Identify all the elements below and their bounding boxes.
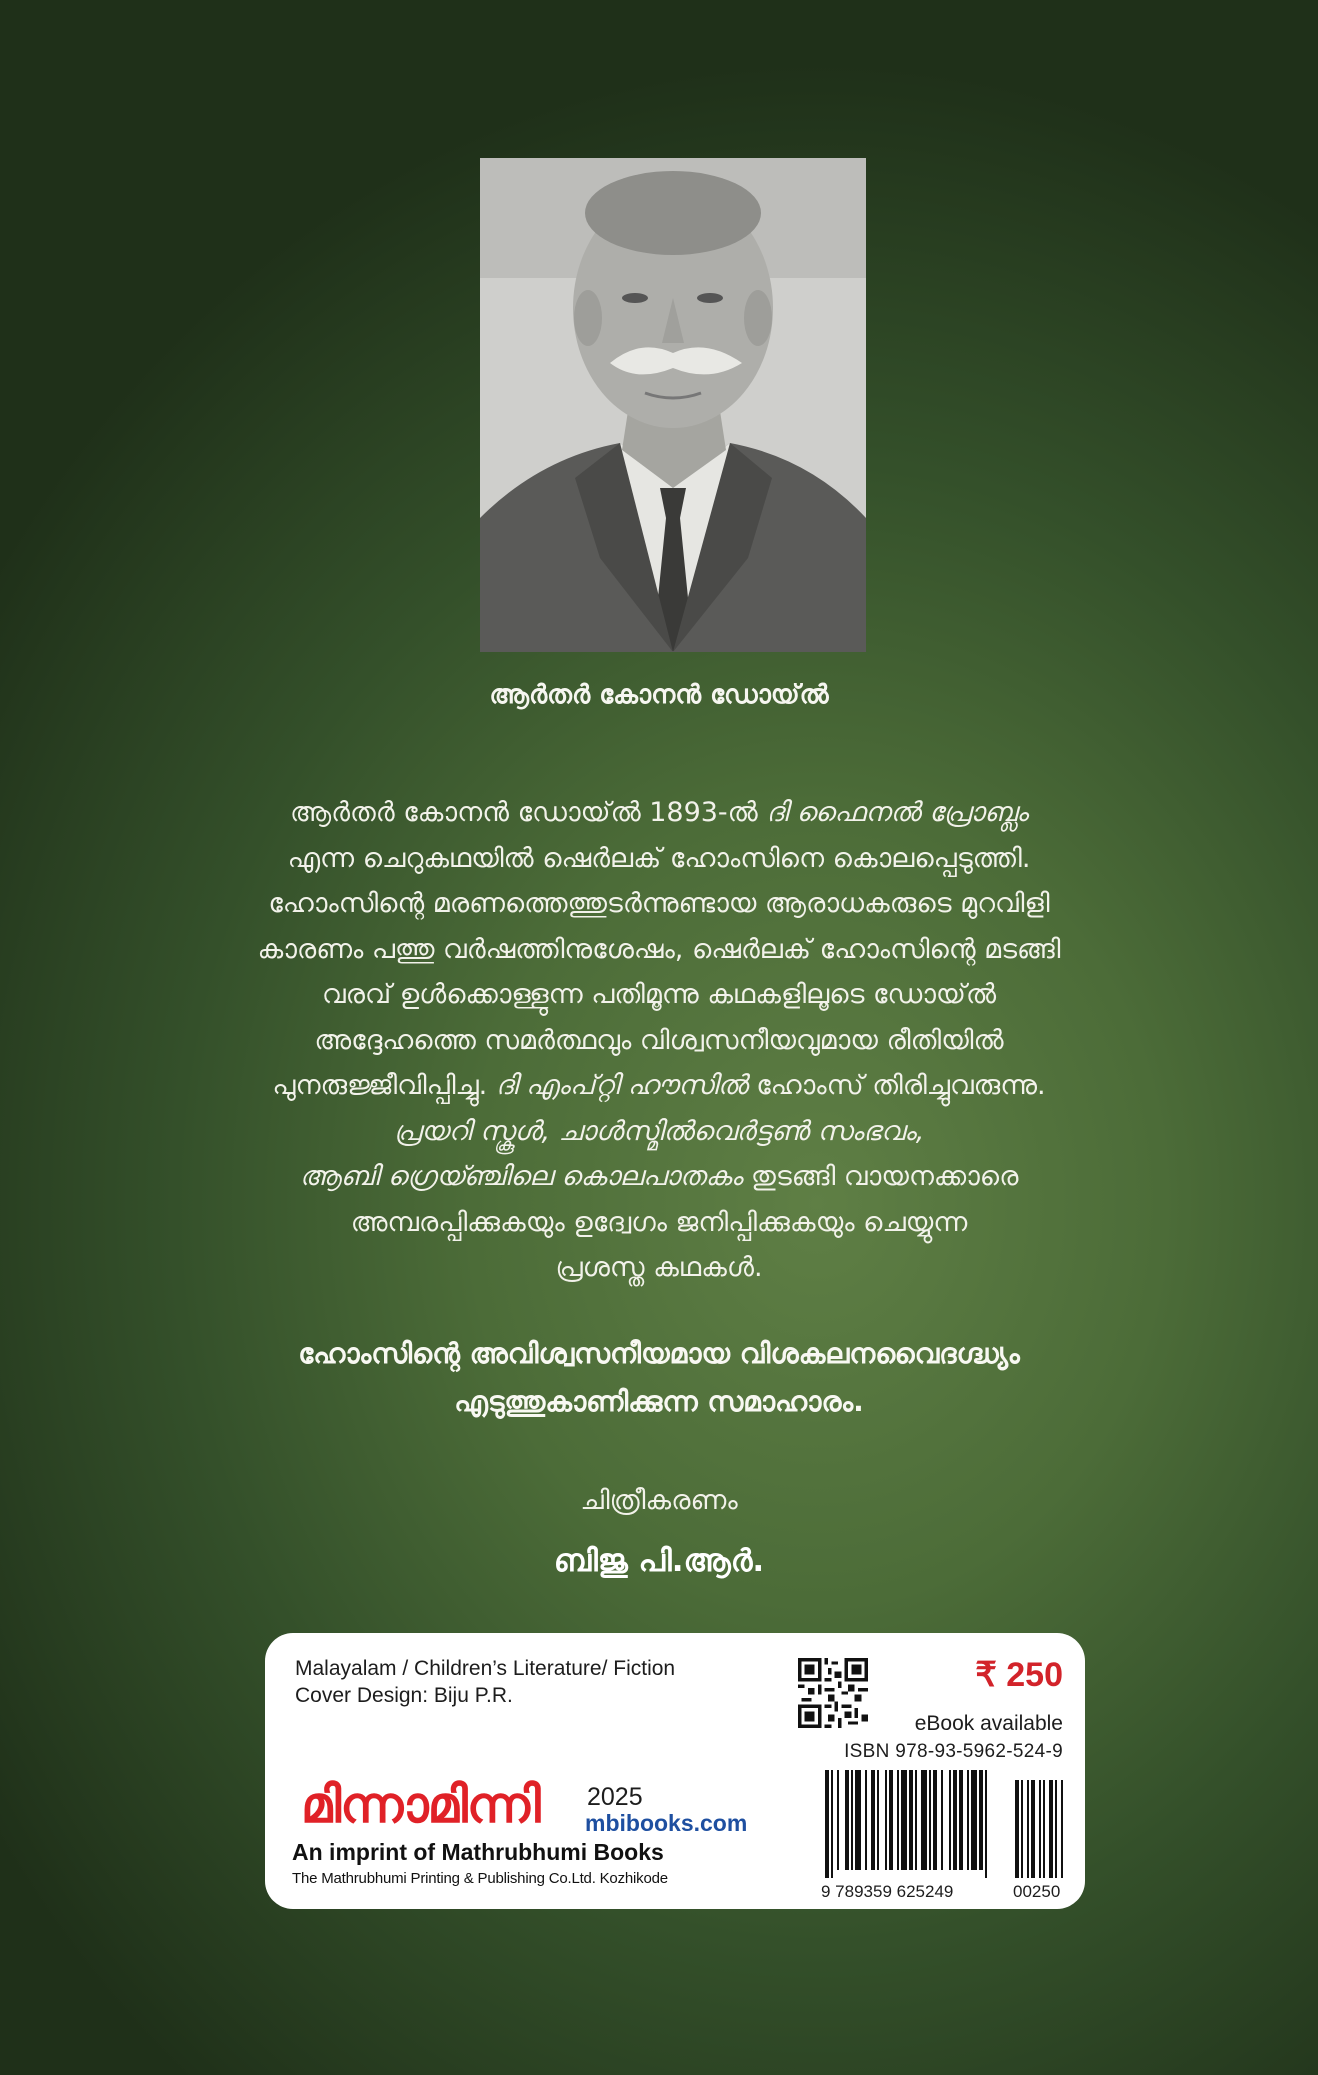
book-title-italic: ദി ഫൈനൽ പ്രോബ്ലം	[766, 797, 1028, 828]
category-text: Malayalam / Children’s Literature/ Fiction	[295, 1657, 676, 1680]
website-link[interactable]: mbibooks.com	[585, 1810, 748, 1836]
story-title-italic: പ്രയറി സ്കൂൾ, ചാൾസ്മിൽവെർട്ടൺ സംഭവം,	[393, 1115, 925, 1147]
cover-design-credit: Cover Design: Biju P.R.	[295, 1684, 513, 1707]
illustration-label: ചിത്രീകരണം	[580, 1485, 738, 1516]
author-portrait	[480, 158, 866, 652]
blurb-line	[170, 790, 1148, 836]
blurb-line: വരവ് ഉൾക്കൊള്ളുന്ന പതിമൂന്നു കഥകളിലൂടെ ഡോയ്‌ൽ	[321, 979, 997, 1010]
isbn-number: ISBN 978-93-5962-524-9	[844, 1741, 1063, 1762]
blurb-line: അദ്ദേഹത്തെ സമർത്ഥവും വിശ്വസനീയവുമായ രീതിയിൽ	[314, 1024, 1004, 1056]
blurb-line: അമ്പരപ്പിക്കുകയും ഉദ്വേഗം ജനിപ്പിക്കുകയും ചെയ്യുന്ന	[350, 1206, 968, 1238]
blurb-line: എന്ന ചെറുകഥയിൽ ഷെർലക് ഹോംസിനെ കൊലപ്പെടുത്തി.	[287, 842, 1031, 874]
blurb-line: ഹോംസിന്റെ മരണത്തെത്തുടർന്നുണ്ടായ ആരാധകരുടെ മുറവിളി	[268, 888, 1050, 919]
price-label: ₹ 250	[975, 1656, 1063, 1694]
story-title-italic: ദി എംപ്റ്റി ഹൗസിൽ	[495, 1070, 748, 1101]
minnaminni-logo: മിന്നാമിന്നി	[301, 1776, 540, 1834]
story-title-italic: ആബി ഗ്രെയ്ഞ്ചിലെ കൊലപാതകം	[299, 1161, 743, 1192]
blurb-paragraph	[170, 790, 1148, 1291]
tagline	[170, 1330, 1148, 1426]
publisher-info-card	[265, 1633, 1085, 1909]
publisher-line: The Mathrubhumi Printing & Publishing Co.Ltd. Kozhikode	[292, 1870, 668, 1887]
qr-code-icon	[798, 1658, 868, 1728]
illustrator-name: ബിജു പി.ആർ.	[553, 1543, 765, 1579]
book-meta	[295, 1655, 675, 1709]
portrait-caption: ആർതർ കോനൻ ഡോയ്‌ൽ	[489, 680, 829, 710]
blurb-line: കാരണം പത്തു വർഷത്തിനുശേഷം, ഷെർലക് ഹോംസിന്റെ മടങ്ങി	[257, 933, 1061, 965]
tagline-line: എടുത്തുകാണിക്കുന്ന സമാഹാരം.	[454, 1385, 864, 1418]
blurb-line	[170, 1154, 1148, 1200]
barcode-main-digits: 9 789359 625249	[821, 1882, 954, 1901]
blurb-line: പ്രശസ്ത കഥകൾ.	[555, 1252, 763, 1283]
barcode-icon	[825, 1770, 1065, 1878]
publication-year: 2025	[587, 1783, 643, 1811]
blurb-text: പുനരുജ്ജീവിപ്പിച്ചു.	[272, 1070, 496, 1101]
barcode-addon-digits: 00250	[1013, 1882, 1061, 1901]
blurb-text: തുടങ്ങി വായനക്കാരെ	[742, 1161, 1019, 1192]
blurb-line	[170, 1063, 1148, 1109]
blurb-text: ഹോംസ് തിരിച്ചുവരുന്നു.	[747, 1070, 1046, 1101]
imprint-line: An imprint of Mathrubhumi Books	[292, 1839, 664, 1865]
blurb-text: ആർതർ കോനൻ ഡോയ്‌ൽ 1893-ൽ	[290, 797, 767, 828]
tagline-line: ഹോംസിന്റെ അവിശ്വസനീയമായ വിശകലനവൈദഗ്ദ്ധ്യം	[298, 1337, 1020, 1370]
blurb-line	[170, 1109, 1148, 1155]
ebook-availability: eBook available	[914, 1712, 1063, 1735]
